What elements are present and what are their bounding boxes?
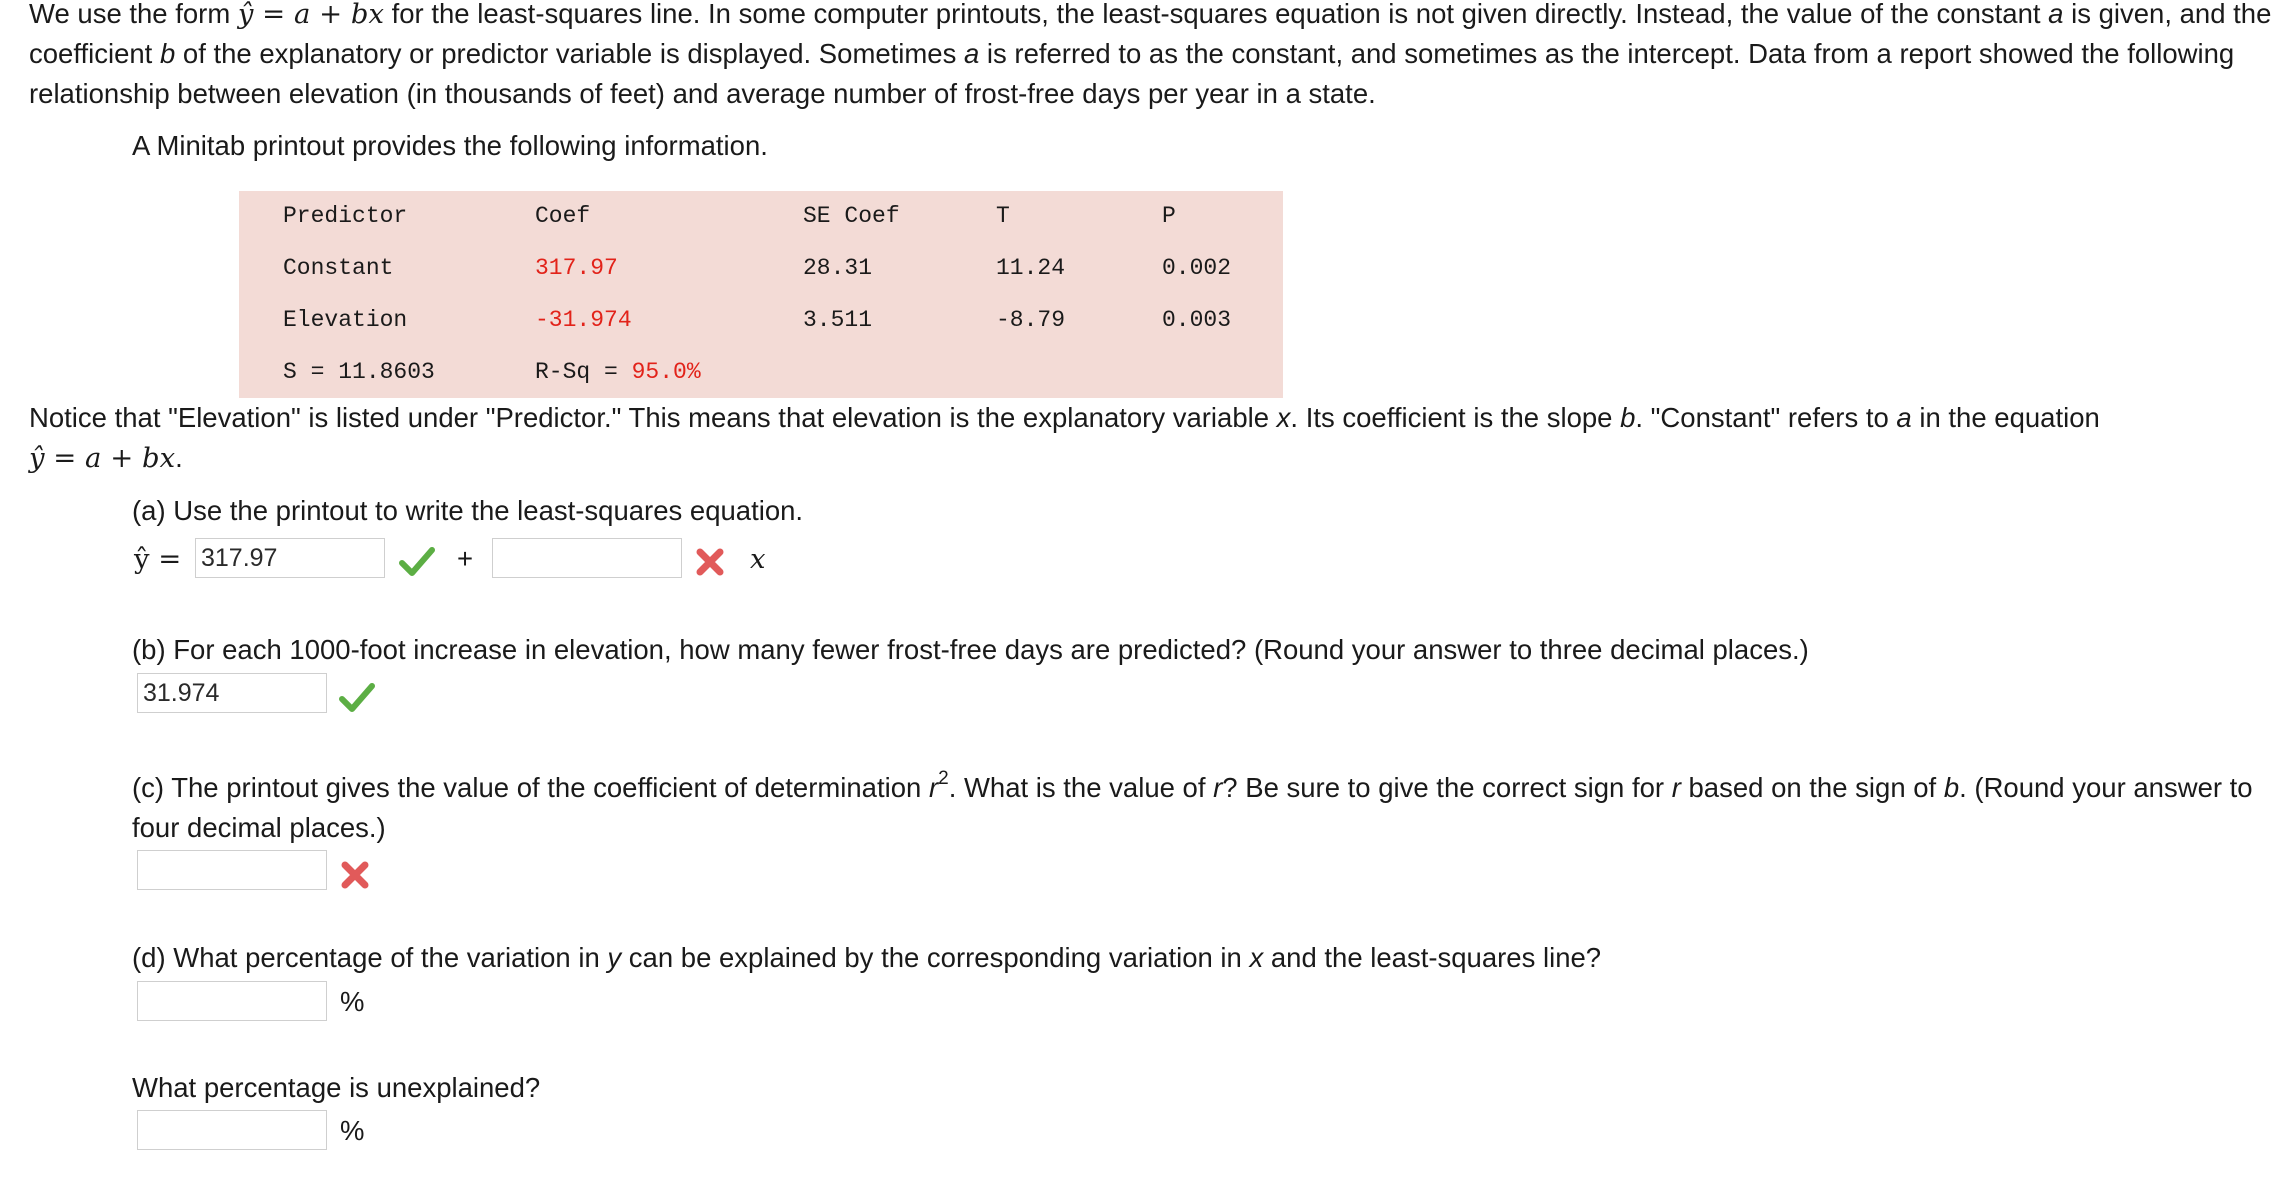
part-c-text: ? Be sure to give the correct sign for [1222,772,1672,803]
row-elevation-p: 0.003 [1162,307,1232,333]
s-value: S = 11.8603 [283,359,435,385]
part-c-input[interactable] [137,850,327,890]
part-a-intercept-input[interactable]: 317.97 [195,538,385,578]
header-p: P [1162,203,1176,229]
var-b: b [1620,402,1636,433]
equation-form: ŷ = a + bx [237,0,384,30]
check-icon [399,546,435,578]
row-constant-coef: 317.97 [535,255,618,281]
part-d-percent-unit: % [340,986,365,1017]
part-d-input[interactable] [137,981,327,1021]
var-a: a [2048,0,2064,29]
part-b-question: (b) For each 1000-foot increase in elevation, how many fewer frost-free days are predicted? (Round your answer to three decimal places.) [132,634,1809,665]
row-constant-p: 0.002 [1162,255,1232,281]
row-elevation-coef: -31.974 [535,307,632,333]
intro-text: is referred to as the constant, and sometimes as the intercept. Data from a report showed the following relationship between elevation (in thousands of feet) and average number of frost-free days per year in a state. [29,38,2235,109]
part-a-slope-input[interactable] [492,538,682,578]
row-elevation-t: -8.79 [996,307,1066,333]
part-c-text: (c) The printout gives the value of the coefficient of determination [132,772,929,803]
check-icon [339,682,375,714]
intro-text: We use the form [29,0,238,29]
part-d-text: can be explained by the corresponding variation in [621,942,1250,973]
part-a-var-x: x [750,543,766,575]
notice-text: Notice that "Elevation" is listed under "Predictor." This means that elevation is the explanatory variable [29,402,1277,433]
notice-text: in the equation [1911,402,2100,433]
row-elevation-predictor: Elevation [283,307,408,333]
cross-icon [340,860,370,890]
part-b-input[interactable]: 31.974 [137,673,327,713]
cross-icon [695,547,725,577]
part-a-plus: + [457,543,474,574]
var-b: b [159,38,176,69]
header-predictor: Predictor [283,203,408,229]
part-c-text: . (Round your answer to four decimal places.) [132,772,2253,843]
part-c-text: . What is the value of [948,772,1214,803]
var-x: x [1276,402,1291,433]
header-t: T [996,203,1010,229]
rsq-value: 95.0% [631,359,701,385]
part-c-text: based on the sign of [1680,772,1944,803]
part-a-question: (a) Use the printout to write the least-squares equation. [132,495,804,526]
part-d-text: (d) What percentage of the variation in [132,942,608,973]
notice-text: . Its coefficient is the slope [1290,402,1621,433]
var-a: a [1896,402,1912,433]
minitab-intro: A Minitab printout provides the following information. [132,130,768,161]
part-d-text: and the least-squares line? [1263,942,1602,973]
var-r: r [1671,772,1681,803]
part-e-input[interactable] [137,1110,327,1150]
equation-form: ŷ = a + bx [29,442,176,474]
superscript-2: 2 [938,767,949,789]
row-elevation-se: 3.511 [803,307,873,333]
intro-text: of the explanatory or predictor variable is displayed. Sometimes [175,38,964,69]
var-y: y [607,942,622,973]
var-a: a [963,38,980,69]
rsq-label: R-Sq = 95.0% [535,359,701,385]
part-a-lhs: ŷ = [134,543,182,575]
row-constant-predictor: Constant [283,255,394,281]
part-c-question [132,768,2282,848]
header-coef: Coef [535,203,591,229]
intro-text: is given, and the coefficient [29,0,2272,69]
var-b: b [1943,772,1960,803]
notice-text: . "Constant" refers to [1635,402,1897,433]
minitab-printout [239,191,1283,398]
part-e-question: What percentage is unexplained? [132,1072,541,1103]
part-e-percent-unit: % [340,1115,365,1146]
header-se-coef: SE Coef [803,203,900,229]
notice-text: . [175,442,183,473]
row-constant-se: 28.31 [803,255,873,281]
row-constant-t: 11.24 [996,255,1066,281]
var-r: r [928,772,939,803]
var-x: x [1249,942,1264,973]
intro-text: for the least-squares line. In some computer printouts, the least-squares equation is not given directly. Instead, the value of the constant [383,0,2049,29]
intro-paragraph [29,0,2279,114]
var-r: r [1213,772,1223,803]
notice-paragraph [29,398,2279,478]
part-d-question [132,938,1601,978]
